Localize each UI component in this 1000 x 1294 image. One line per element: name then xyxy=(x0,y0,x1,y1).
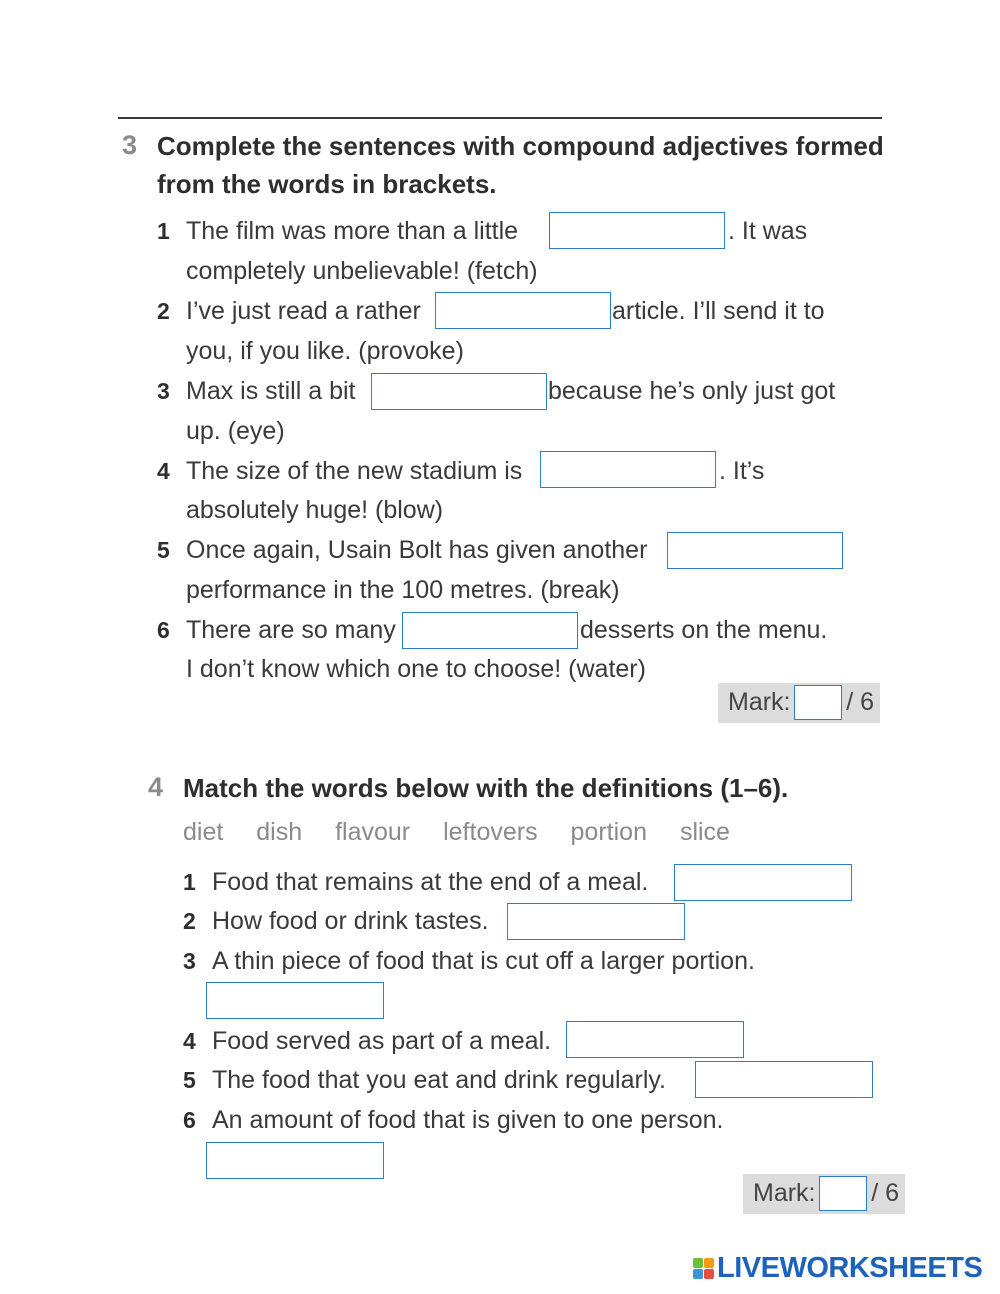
word-bank xyxy=(183,818,756,847)
word-bank-item: slice xyxy=(679,818,730,846)
mark-label: Mark: xyxy=(728,688,791,716)
answer-input-4-3[interactable] xyxy=(206,982,384,1019)
exercise-3-title xyxy=(157,127,884,203)
liveworksheets-logo-icon xyxy=(693,1258,715,1280)
item-2-text-after: article. I’ll send it to xyxy=(612,297,825,325)
item-4-line2: absolutely huge! (blow) xyxy=(186,496,444,524)
word-bank-item: flavour xyxy=(335,818,411,846)
item-number: 1 xyxy=(157,218,170,244)
exercise-3-title-line1: Complete the sentences with compound adjectives formed xyxy=(157,131,884,161)
item-number: 2 xyxy=(157,298,170,324)
item-6-line2: I don’t know which one to choose! (water) xyxy=(186,655,646,683)
item-number: 4 xyxy=(157,458,170,484)
exercise-3-mark xyxy=(718,683,880,723)
item-5-line2: performance in the 100 metres. (break) xyxy=(186,576,620,604)
answer-input-3-3[interactable] xyxy=(371,373,547,410)
item-number: 3 xyxy=(157,378,170,404)
mark-label: Mark: xyxy=(753,1179,816,1207)
item-6-text-after: desserts on the menu. xyxy=(580,616,828,644)
item-1-line2: completely unbelievable! (fetch) xyxy=(186,257,538,285)
item-1-text-after: . It was xyxy=(728,217,808,245)
item-4-text-before: The size of the new stadium is xyxy=(186,457,523,485)
answer-input-4-2[interactable] xyxy=(507,903,685,940)
answer-input-3-6[interactable] xyxy=(402,612,578,649)
item-6-text-before: There are so many xyxy=(186,616,396,644)
top-rule xyxy=(118,117,882,119)
mark-total: / 6 xyxy=(871,1179,899,1207)
mark-input-4[interactable] xyxy=(819,1176,867,1211)
word-bank-item: leftovers xyxy=(443,818,538,846)
answer-input-3-5[interactable] xyxy=(667,532,843,569)
word-bank-item: portion xyxy=(570,818,647,846)
item-4-text-after: . It’s xyxy=(719,457,765,485)
item-number: 2 xyxy=(183,908,196,934)
item-2-text-before: I’ve just read a rather xyxy=(186,297,421,325)
answer-input-4-6[interactable] xyxy=(206,1142,384,1179)
item-number: 5 xyxy=(183,1067,196,1093)
item-3-text-after: because he’s only just got xyxy=(548,377,836,405)
item-3-text-before: Max is still a bit xyxy=(186,377,356,405)
word-bank-item: diet xyxy=(183,818,224,846)
item-number: 4 xyxy=(183,1028,196,1054)
word-bank-item: dish xyxy=(256,818,303,846)
item-number: 3 xyxy=(183,948,196,974)
mark-input-3[interactable] xyxy=(794,685,842,720)
definition-2-text: How food or drink tastes. xyxy=(212,907,489,935)
answer-input-3-4[interactable] xyxy=(540,451,716,488)
answer-input-4-1[interactable] xyxy=(674,864,852,901)
definition-1-text: Food that remains at the end of a meal. xyxy=(212,868,649,896)
definition-6-text: An amount of food that is given to one person. xyxy=(212,1106,724,1134)
answer-input-4-5[interactable] xyxy=(695,1061,873,1098)
answer-input-3-1[interactable] xyxy=(549,212,725,249)
exercise-4-title: Match the words below with the definitions (1–6). xyxy=(183,773,789,803)
exercise-4-mark xyxy=(743,1174,905,1214)
exercise-4-number: 4 xyxy=(148,772,164,802)
item-number: 6 xyxy=(183,1107,196,1133)
item-5-text-before: Once again, Usain Bolt has given another xyxy=(186,536,648,564)
item-3-line2: up. (eye) xyxy=(186,417,285,445)
definition-5-text: The food that you eat and drink regularly. xyxy=(212,1066,666,1094)
definition-4-text: Food served as part of a meal. xyxy=(212,1027,552,1055)
answer-input-3-2[interactable] xyxy=(435,292,611,329)
item-1-text-before: The film was more than a little xyxy=(186,217,519,245)
exercise-3-number: 3 xyxy=(122,130,138,160)
item-number: 5 xyxy=(157,537,170,563)
answer-input-4-4[interactable] xyxy=(566,1021,744,1058)
item-2-line2: you, if you like. (provoke) xyxy=(186,337,464,365)
item-number: 6 xyxy=(157,617,170,643)
mark-total: / 6 xyxy=(846,688,874,716)
liveworksheets-logo-text: LIVEWORKSHEETS xyxy=(717,1252,983,1284)
item-number: 1 xyxy=(183,869,196,895)
exercise-3-title-line2: from the words in brackets. xyxy=(157,169,497,199)
definition-3-text: A thin piece of food that is cut off a larger portion. xyxy=(212,947,755,975)
